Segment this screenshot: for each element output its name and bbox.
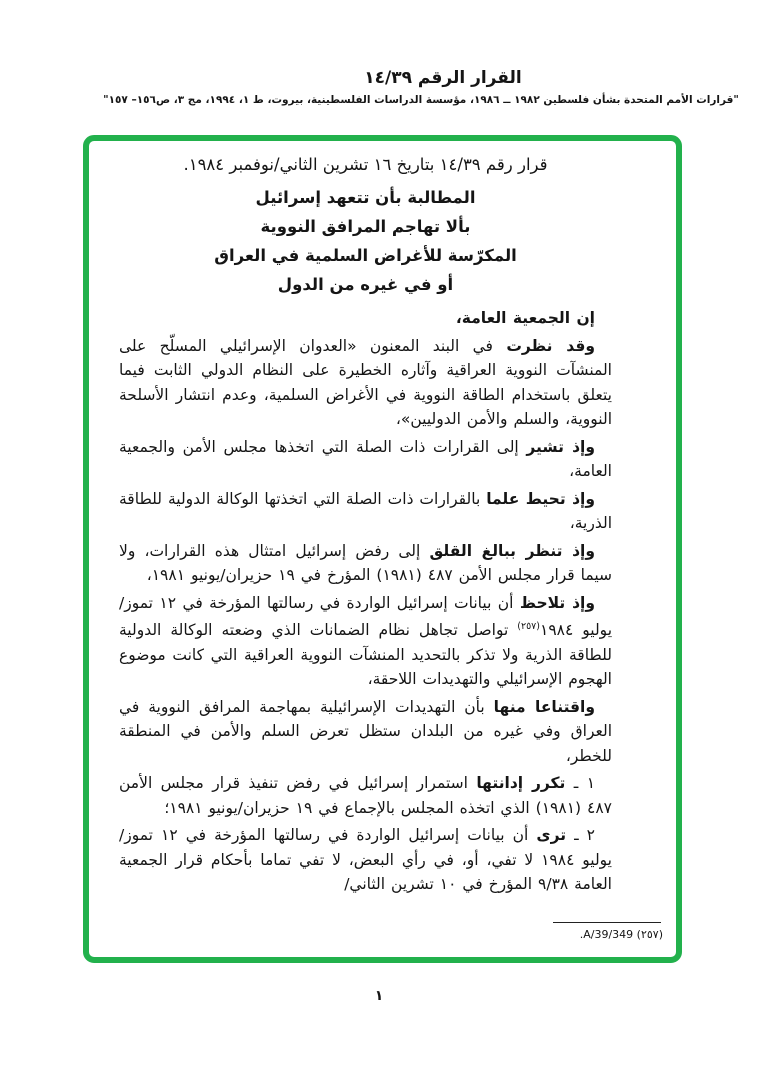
paragraph-preamble-lead: إن الجمعية العامة، <box>455 309 595 327</box>
paragraph-viewing-with-concern: وإذ تنظر ببالغ القلق إلى رفض إسرائيل امتثال هذه القرارات، ولا سيما قرار مجلس الأمن ٤٨٧ (١٩٨١) المؤرخ في ١٩ حزيران/يونيو ١٩٨١، <box>119 541 612 584</box>
paragraph-recalling: وإذ تشير إلى القرارات ذات الصلة التي اتخذها مجلس الأمن والجمعية العامة، <box>119 437 612 480</box>
paragraph-operative-2: ٢ ـ ترى أن بيانات إسرائيل الواردة في رسالتها المؤرخة في ١٢ تموز/يوليو ١٩٨٤ لا تفي، أو، في رأي البعض، لا تفي تماما بأحكام قرار الجمعية العامة ٩/٣٨ المؤرخ في ١٠ تشرين الثاني/ <box>119 826 612 893</box>
resolution-paragraphs <box>119 306 612 897</box>
resolution-number-heading: القرار الرقم ١٤/٣٩ <box>364 68 522 88</box>
resolution-body <box>89 141 676 897</box>
footnote-reference-mark: (٢٥٧) <box>517 621 540 632</box>
paragraph-convinced: واقتناعا منها بأن التهديدات الإسرائيلية بمهاجمة المرافق النووية في العراق وفي غيره من البلدان ستظل تعرض السلم والأمن في المنطقة للخطر، <box>119 697 612 765</box>
title-line: المكرّسة للأغراض السلمية في العراق <box>214 246 517 265</box>
paragraph-number: ١ ـ <box>565 774 596 792</box>
paragraph-taking-note: وإذ تحيط علما بالقرارات ذات الصلة التي اتخذتها الوكالة الدولية للطاقة الذرية، <box>119 489 612 532</box>
title-line: أو في غيره من الدول <box>277 275 454 294</box>
footnote-block <box>545 922 663 941</box>
source-citation-line: "قرارات الأمم المتحدة بشأن فلسطين ١٩٨٢ ــ ١٩٨٦، مؤسسة الدراسات الفلسطينية، بيروت، ط ١، ١٩٩٤، مج ٣، ص١٥٦– ١٥٧" <box>103 94 739 106</box>
resolution-caption: قرار رقم ١٤/٣٩ بتاريخ ١٦ تشرين الثاني/نوفمبر ١٩٨٤. <box>183 155 548 174</box>
page-header <box>0 68 758 106</box>
title-line: بألا تهاجم المرافق النووية <box>260 217 471 236</box>
footnote-divider <box>553 922 661 923</box>
green-annotation-box <box>83 135 682 963</box>
title-line: المطالبة بأن تتعهد إسرائيل <box>255 188 476 207</box>
footnote-text <box>545 928 663 941</box>
paragraph-number: ٢ ـ <box>566 826 595 844</box>
footnote-document-symbol: A/39/349. <box>579 928 634 941</box>
paragraph-operative-1: ١ ـ تكرر إدانتها استمرار إسرائيل في رفض تنفيذ قرار مجلس الأمن ٤٨٧ (١٩٨١) الذي اتخذه المجلس بالإجماع في ١٩ حزيران/يونيو ١٩٨١؛ <box>119 774 612 817</box>
paragraph-having-considered: وقد نظرت في البند المعنون «العدوان الإسرائيلي المسلّح على المنشآت النووية العراقية وآثاره الخطيرة على النظام الدولي الثابت فيما يتعلق باستخدام الطاقة النووية في الأغراض السلمية، وعدم انتشار الأسلحة النووية، والسلم والأمن الدوليين»، <box>119 336 612 428</box>
resolution-title-block <box>119 183 612 299</box>
footnote-number: (٢٥٧) <box>636 928 663 941</box>
page-number: ١ <box>374 988 384 1004</box>
paragraph-noting: وإذ تلاحظ أن بيانات إسرائيل الواردة في رسالتها المؤرخة في ١٢ تموز/يوليو ١٩٨٤$^{(٢٥٧)}$ تواصل تجاهل نظام الضمانات الذي وضعته الوكالة الدولية للطاقة الذرية ولا تذكر بالتحديد المنشآت النووية العراقية التي كانت موضوع الهجوم الإسرائيلي والتهديدات اللاحقة، <box>119 593 613 688</box>
